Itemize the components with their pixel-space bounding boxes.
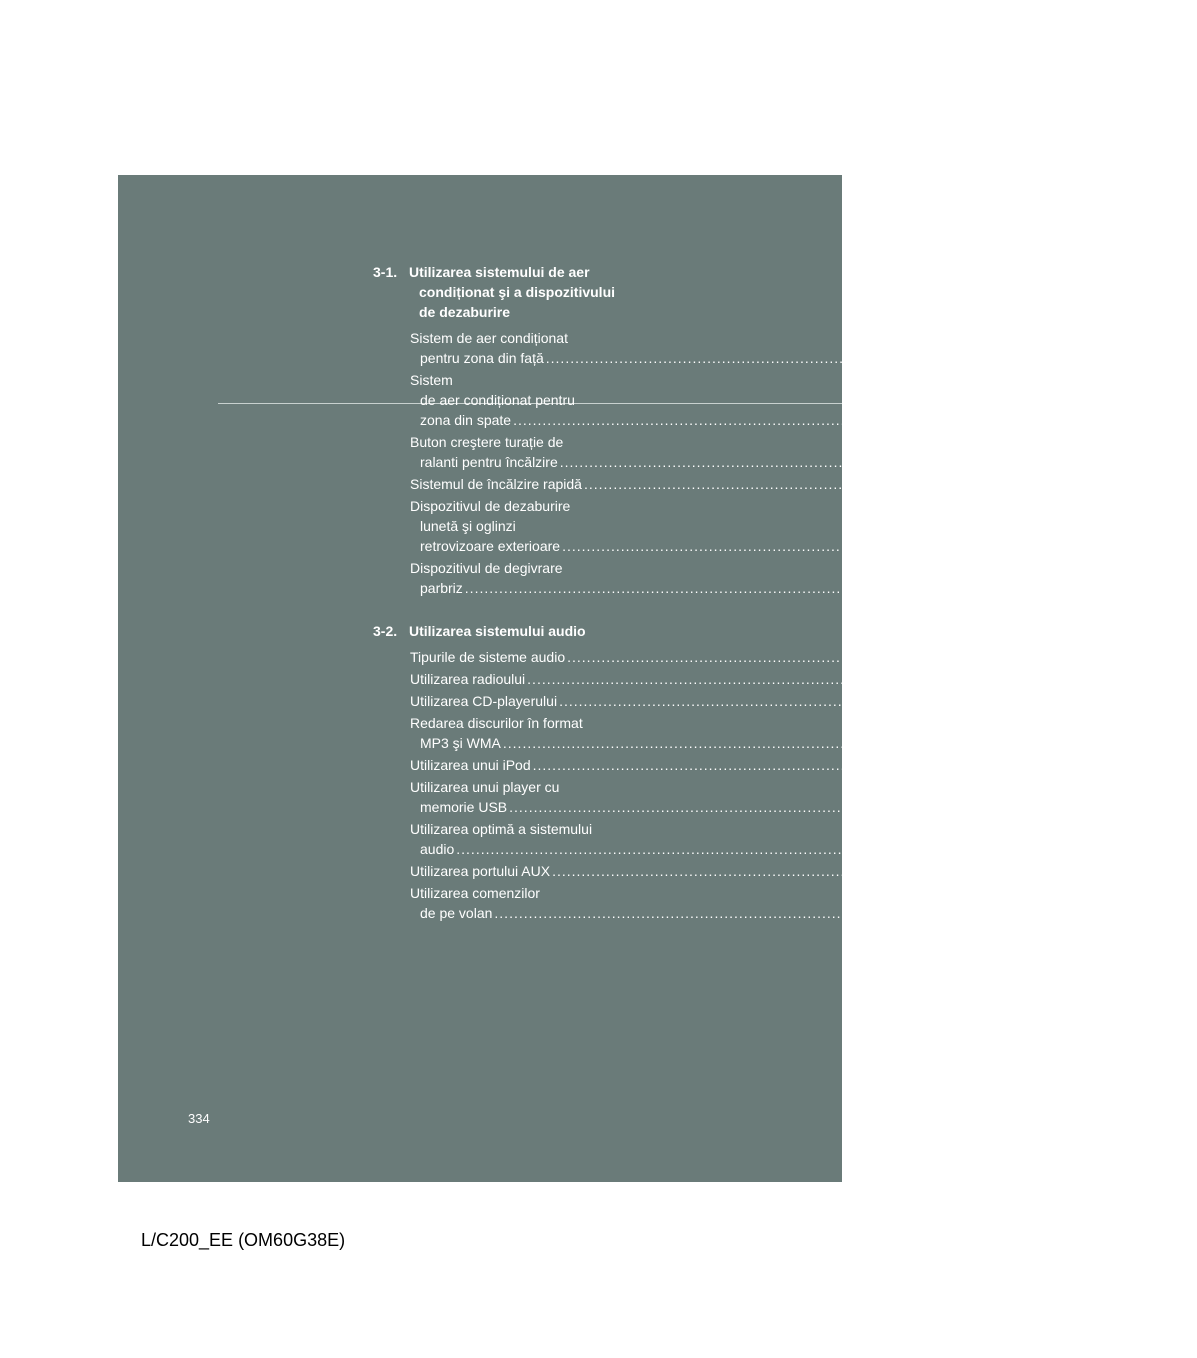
toc-entry-text: Dispozitivul de dezaburire	[410, 498, 571, 514]
toc-entry-text: Utilizarea unui iPod	[410, 757, 531, 773]
toc-entry-final-line	[410, 755, 1146, 775]
section-title-line: Utilizarea sistemului audio	[409, 623, 586, 639]
toc-entry-final-line	[410, 647, 1180, 667]
toc-page-number: 398	[1141, 863, 1165, 879]
document-code: L/C200_EE (OM60G38E)	[141, 1230, 346, 1250]
toc-entry[interactable]	[410, 669, 1140, 689]
toc-entry-text: MP3 şi WMA	[420, 735, 501, 751]
dot-leader: ........................................................................................................................	[559, 693, 1146, 709]
toc-page-number: 380	[1122, 757, 1146, 773]
toc-entry-final-line	[410, 797, 1122, 817]
toc-entry-final-line	[410, 669, 1140, 689]
toc-entry[interactable]	[410, 558, 1078, 598]
toc-page-number: 358	[1054, 580, 1078, 596]
toc-entry-text: ralanti pentru încălzire	[420, 454, 558, 470]
table-of-contents	[373, 262, 1197, 946]
toc-entry[interactable]	[410, 370, 1126, 430]
dot-leader: ........................................................................................................................	[502, 735, 1090, 751]
toc-page-number: 362	[1116, 671, 1140, 687]
dot-leader: ........................................................................................................................	[509, 799, 1096, 815]
page-number: 334	[188, 1111, 210, 1126]
toc-entry-text: Utilizarea CD-playerului	[410, 693, 558, 709]
toc-page-number: 355	[1173, 476, 1197, 492]
toc-entry-text: Tipurile de sisteme audio	[410, 649, 566, 665]
toc-entry[interactable]	[410, 819, 1070, 859]
toc-entry-text: Sistem de aer condiționat	[410, 330, 568, 346]
toc-section	[373, 621, 1180, 923]
toc-entry-text: Sistemul de încălzire rapidă	[410, 476, 582, 492]
section-title-line: Utilizarea sistemului de aer	[409, 264, 590, 280]
dot-leader: ........................................................................................................................	[513, 412, 1100, 428]
toc-entry-final-line	[410, 410, 1126, 430]
section-number: 3-2.	[373, 623, 398, 639]
section-heading	[373, 621, 623, 641]
toc-page-number: 356	[1151, 538, 1175, 554]
toc-page-number: 366	[1148, 693, 1172, 709]
toc-entry-text: de pe volan	[420, 905, 493, 921]
toc-entry-text: Utilizarea optimă a sistemului	[410, 821, 593, 837]
dot-leader: ........................................................................................................................	[583, 476, 1171, 492]
toc-page-number: 396	[1045, 841, 1070, 857]
toc-entry-text: Sistem	[410, 372, 453, 388]
dot-leader: ........................................................................................................................	[494, 905, 1082, 921]
toc-entry-text: zona din spate	[420, 412, 512, 428]
toc-entry[interactable]	[410, 647, 1180, 667]
toc-entry-text: Utilizarea unui player cu	[410, 779, 560, 795]
toc-section	[373, 262, 1197, 598]
toc-entry-final-line	[410, 452, 1173, 472]
toc-entry-final-line	[410, 474, 1197, 494]
dot-leader: ........................................................................................................................	[532, 757, 1120, 773]
toc-page-number: 388	[1098, 799, 1122, 815]
toc-entry-final-line	[410, 733, 1116, 753]
toc-entry-text: Utilizarea radioului	[410, 671, 526, 687]
toc-entry[interactable]	[410, 328, 1159, 368]
toc-entry-text: Utilizarea comenzilor	[410, 885, 540, 901]
toc-entry[interactable]	[410, 432, 1173, 472]
toc-entry-text: audio	[420, 841, 455, 857]
toc-entry-final-line	[410, 691, 1172, 711]
toc-page-number: 336	[1135, 350, 1159, 366]
dot-leader: ........................................................................................................................	[545, 350, 1133, 366]
toc-entry-text: Dispozitivul de degivrare	[410, 560, 563, 576]
section-title	[409, 262, 623, 322]
toc-page-number: 354	[1149, 454, 1173, 470]
dot-leader: ........................................................................................................................	[559, 454, 1147, 470]
section-heading	[373, 262, 623, 322]
toc-entry-text: parbriz	[420, 580, 463, 596]
toc-entry-text: Utilizarea portului AUX	[410, 863, 551, 879]
toc-entry-text: memorie USB	[420, 799, 508, 815]
toc-entry[interactable]	[410, 713, 1116, 753]
toc-entry[interactable]	[410, 861, 1165, 881]
toc-entry-final-line	[410, 578, 1078, 598]
toc-entry-text: Buton creştere turație de	[410, 434, 564, 450]
dot-leader: ........................................................................................................................	[527, 671, 1114, 687]
toc-entry-final-line	[410, 903, 1108, 923]
dot-leader: ........................................................................................................................	[456, 841, 1044, 857]
toc-entry[interactable]	[410, 777, 1122, 817]
toc-entry-text: pentru zona din față	[420, 350, 544, 366]
toc-entry[interactable]	[410, 883, 1108, 923]
toc-entry-final-line	[410, 536, 1175, 556]
toc-entry-final-line	[410, 348, 1159, 368]
dot-leader: ........................................................................................................................	[464, 580, 1052, 596]
section-title-line: de dezaburire	[419, 304, 511, 320]
dot-leader: ........................................................................................................................	[562, 538, 1149, 554]
toc-entry[interactable]	[410, 691, 1172, 711]
toc-entry-text: retrovizoare exterioare	[420, 538, 561, 554]
toc-entry[interactable]	[410, 755, 1146, 775]
section-number: 3-1.	[373, 264, 398, 280]
toc-entry[interactable]	[410, 474, 1197, 494]
toc-entry-final-line	[410, 861, 1165, 881]
toc-page-number: 373	[1092, 735, 1116, 751]
section-title	[409, 621, 623, 641]
toc-entry-final-line	[410, 839, 1070, 859]
toc-entry-text: lunetă şi oglinzi	[420, 518, 516, 534]
toc-entry[interactable]	[410, 496, 1175, 556]
toc-page-number: 360	[1156, 649, 1180, 665]
toc-entry-text: de aer condiționat pentru	[420, 392, 575, 408]
section-title-line: condiționat şi a dispozitivului	[419, 284, 616, 300]
toc-page-number: 399	[1083, 905, 1108, 921]
toc-entry-text: Redarea discurilor în format	[410, 715, 583, 731]
dot-leader: ........................................................................................................................	[552, 863, 1139, 879]
toc-page-number: 350	[1102, 412, 1126, 428]
dot-leader: ........................................................................................................................	[567, 649, 1154, 665]
